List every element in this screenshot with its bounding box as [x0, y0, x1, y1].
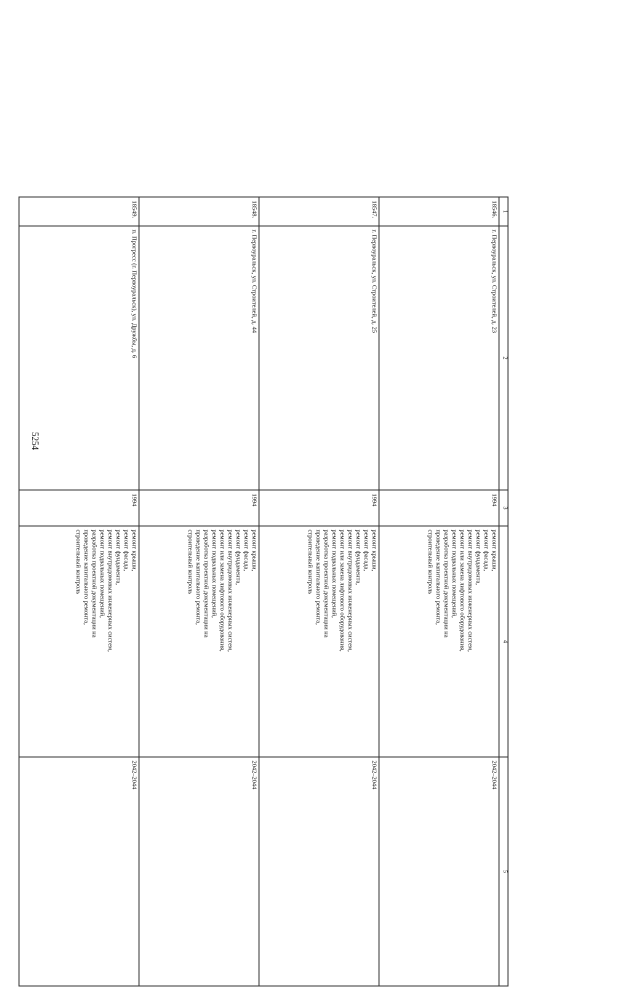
work-item: строительный контроль	[306, 529, 314, 595]
work-item: ремонт подвальных помещений,	[450, 529, 458, 618]
work-item: ремонт или замена лифтового оборудования,	[338, 529, 346, 652]
work-item: ремонт внутридомовых инженерных систем,	[226, 529, 234, 652]
work-item: разработка проектной документации на	[202, 529, 210, 638]
work-item: ремонт фундамента,	[114, 529, 122, 585]
work-item: ремонт фундамента,	[234, 529, 242, 585]
work-item: ремонт крыши,	[130, 529, 138, 572]
work-item: ремонт или замена лифтового оборудования,	[218, 529, 226, 652]
work-item: ремонт внутридомовых инженерных систем,	[466, 529, 474, 652]
work-item: строительный контроль	[426, 529, 434, 595]
work-item: разработка проектной документации на	[90, 529, 98, 638]
build-year: 1994	[19, 490, 139, 526]
address: п. Прогресс (г. Первоуральск), ул. Дружбы, д. 6	[19, 226, 139, 490]
column-number-header	[499, 197, 508, 986]
repair-period: 2042–2044	[379, 757, 499, 986]
row-number: 18548.	[139, 197, 259, 226]
column-header-3: 3	[499, 490, 508, 526]
work-item: ремонт фасада,	[362, 529, 370, 571]
table-row	[19, 197, 139, 986]
column-header-4: 4	[499, 526, 508, 757]
row-number: 18546.	[379, 197, 499, 226]
column-header-1: 1	[499, 197, 508, 226]
works-list	[259, 526, 379, 757]
repair-period: 2042–2044	[139, 757, 259, 986]
work-item: ремонт подвальных помещений,	[330, 529, 338, 618]
work-item: ремонт фасада,	[242, 529, 250, 571]
column-header-5: 5	[499, 757, 508, 986]
work-item: ремонт фасада,	[122, 529, 130, 571]
work-item: ремонт внутридомовых инженерных систем,	[106, 529, 114, 652]
table-row	[379, 197, 499, 986]
build-year: 1994	[259, 490, 379, 526]
table-row	[139, 197, 259, 986]
column-header-2: 2	[499, 226, 508, 490]
work-item: разработка проектной документации на	[322, 529, 330, 638]
rotated-table-container	[22, 197, 509, 961]
work-item: ремонт или замена лифтового оборудования,	[458, 529, 466, 652]
row-number: 18549.	[19, 197, 139, 226]
repair-schedule-table	[19, 197, 509, 987]
table-row	[259, 197, 379, 986]
work-item: ремонт подвальных помещений,	[210, 529, 218, 618]
work-item: ремонт фундамента,	[354, 529, 362, 585]
repair-period: 2042–2044	[259, 757, 379, 986]
page-number: 5254	[30, 432, 40, 450]
address: г. Первоуральск, ул. Строителей, д. 23	[379, 226, 499, 490]
build-year: 1994	[379, 490, 499, 526]
work-item: проведение капитального ремонта,	[434, 529, 442, 625]
work-item: ремонт крыши,	[250, 529, 258, 572]
work-item: строительный контроль	[186, 529, 194, 595]
build-year: 1994	[139, 490, 259, 526]
work-item: ремонт фасада,	[482, 529, 490, 571]
work-item: ремонт подвальных помещений,	[98, 529, 106, 618]
work-item: ремонт фундамента,	[474, 529, 482, 585]
row-number: 18547.	[259, 197, 379, 226]
address: г. Первоуральск, ул. Строителей, д. 44	[139, 226, 259, 490]
work-item: ремонт крыши,	[490, 529, 498, 572]
work-item: строительный контроль	[74, 529, 82, 595]
work-item: разработка проектной документации на	[442, 529, 450, 638]
works-list	[19, 526, 139, 757]
work-item: ремонт внутридомовых инженерных систем,	[346, 529, 354, 652]
works-list	[139, 526, 259, 757]
work-item: проведение капитального ремонта,	[82, 529, 90, 625]
address: г. Первоуральск, ул. Строителей, д. 25	[259, 226, 379, 490]
works-list	[379, 526, 499, 757]
work-item: ремонт крыши,	[370, 529, 378, 572]
repair-period: 2042–2044	[19, 757, 139, 986]
work-item: проведение капитального ремонта,	[314, 529, 322, 625]
work-item: проведение капитального ремонта,	[194, 529, 202, 625]
